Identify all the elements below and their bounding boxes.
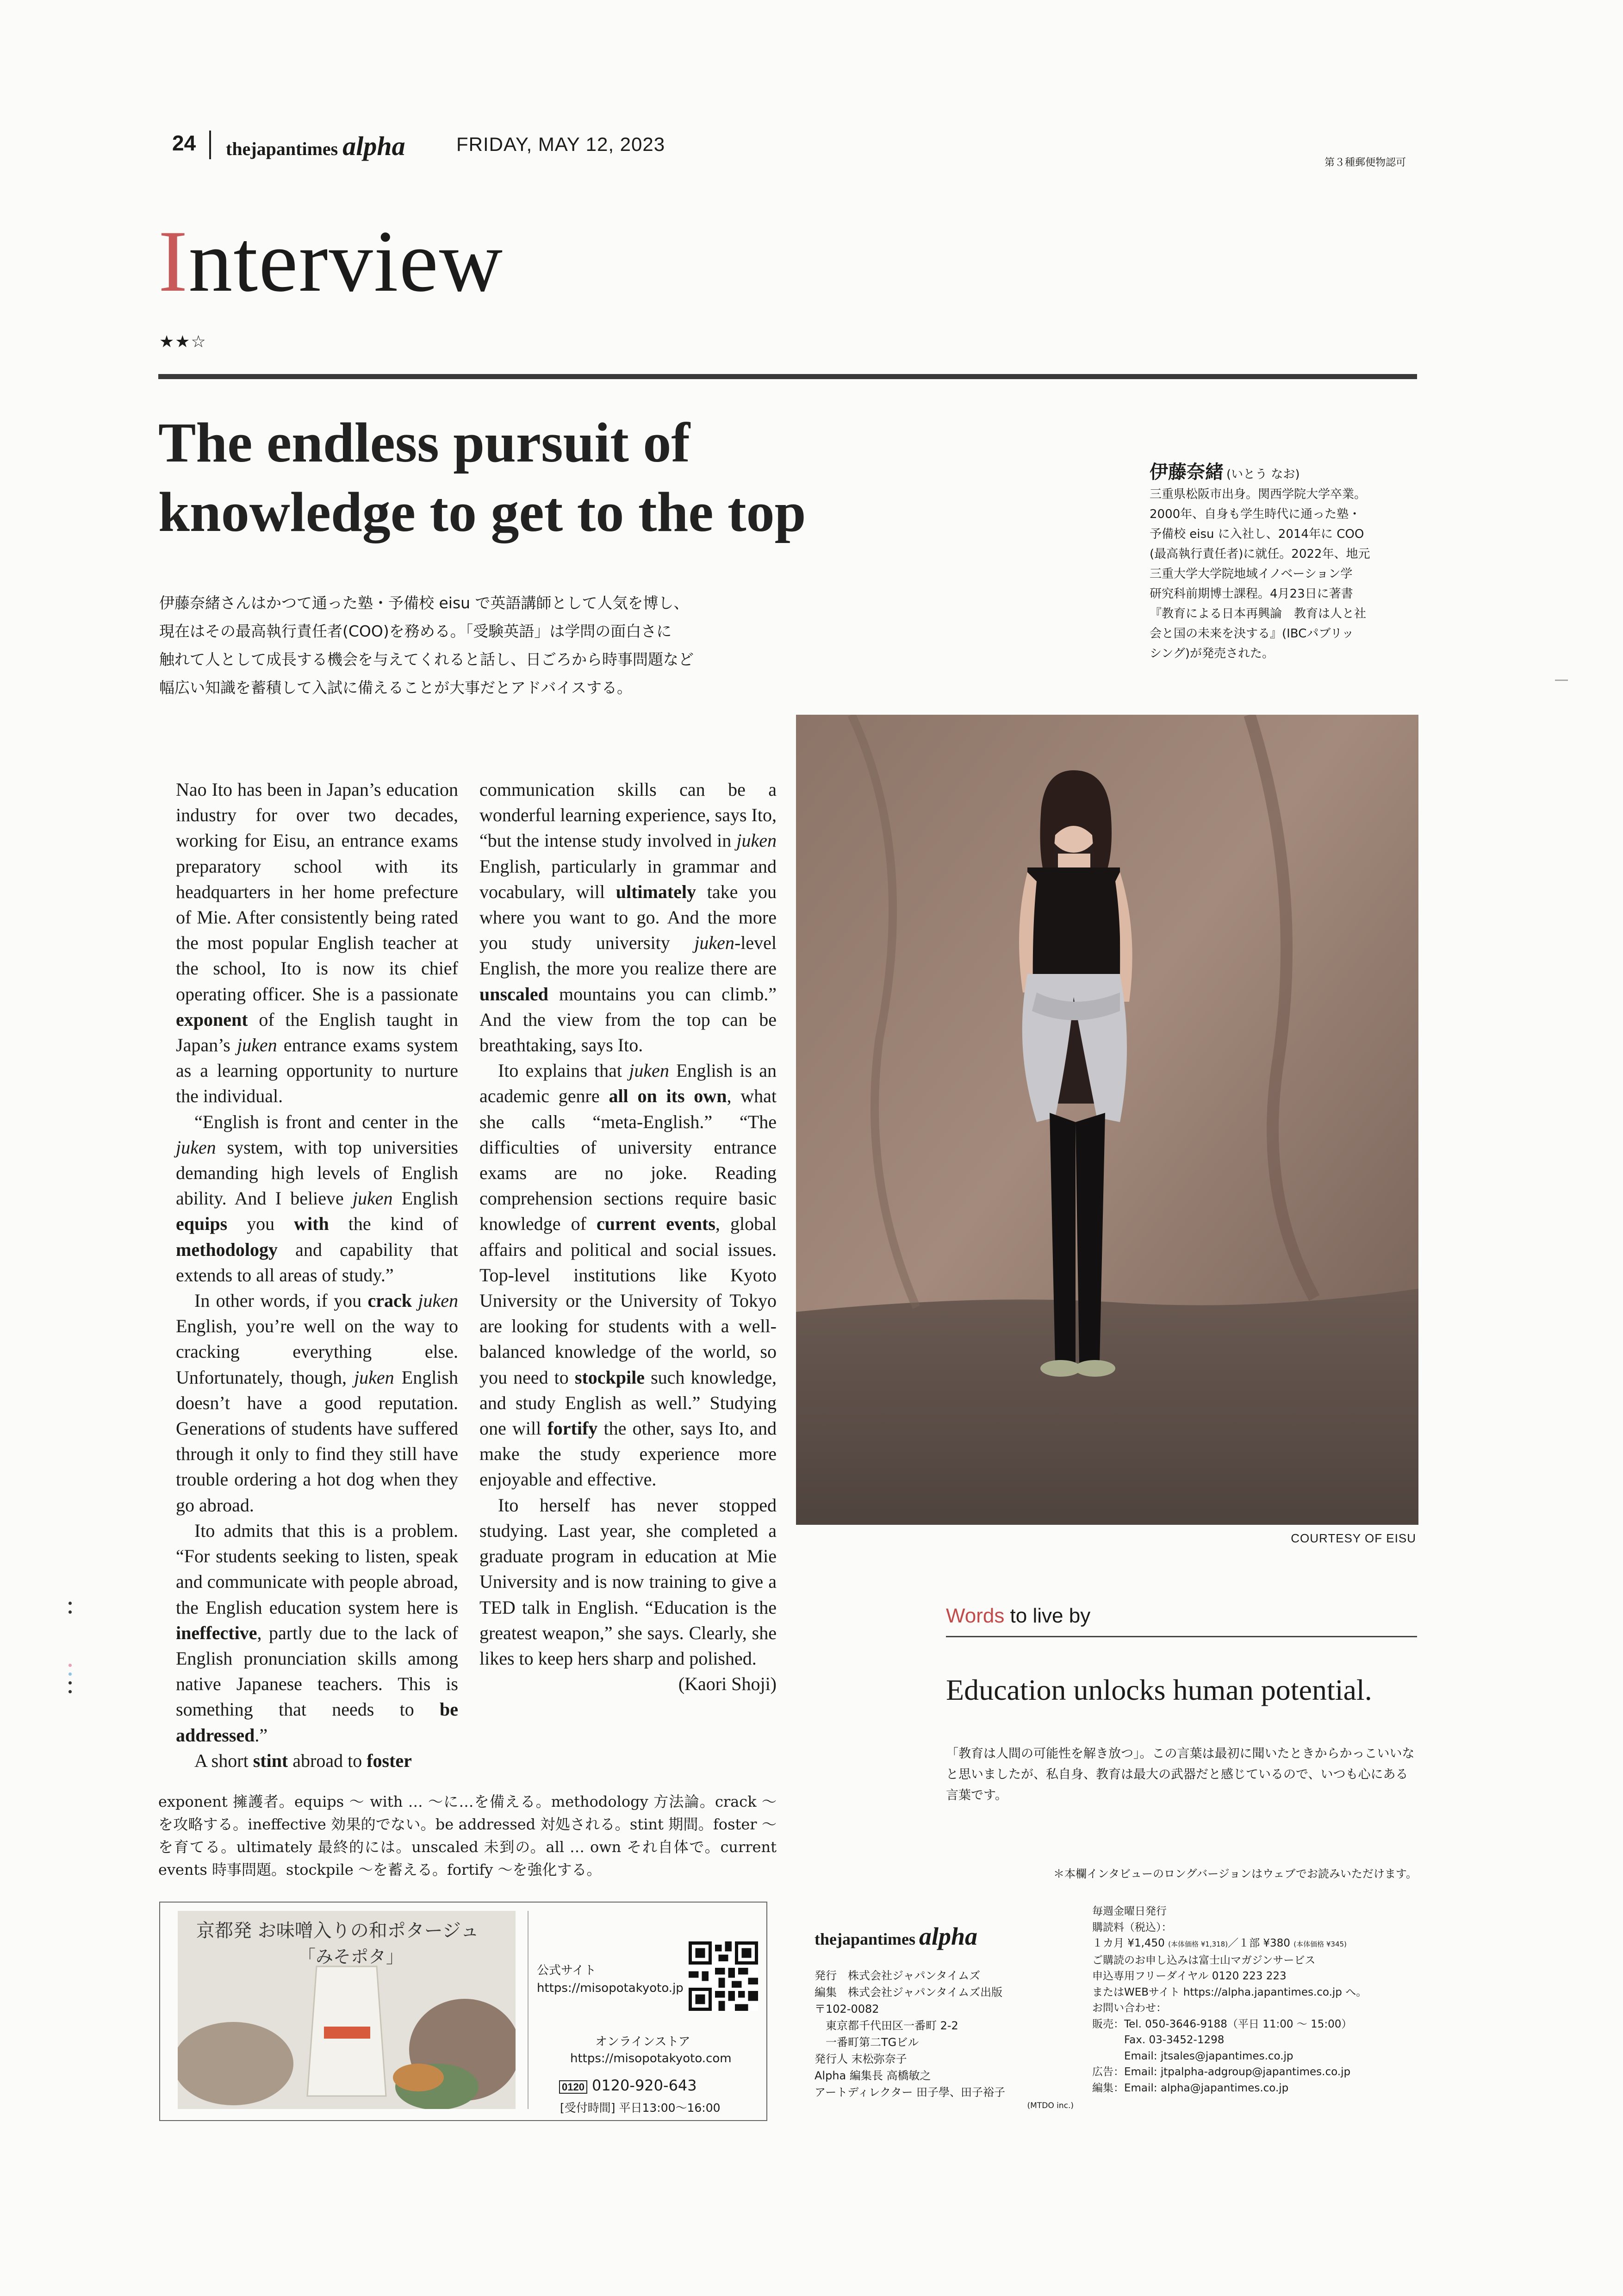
ad-store-label: オンラインストア <box>595 2035 690 2049</box>
subscription-line: ご購読のお申し込みは富士山マガジンサービス <box>1092 1954 1316 1966</box>
ad-hours: [受付時間] 平日13:00〜16:00 <box>560 2101 721 2115</box>
words-to-live-by-quote: Education unlocks human potential. <box>946 1673 1372 1706</box>
subscription-line: お問い合わせ： <box>1092 2002 1167 2014</box>
byline: (Kaori Shoji) <box>678 1673 777 1695</box>
profile-line: 研究科前期博士課程。4月23日に著書 <box>1150 587 1353 601</box>
qr-code-icon[interactable] <box>689 1941 758 2011</box>
subscription-line[interactable]: 編集：Email: alpha@japantimes.co.jp <box>1092 2082 1289 2094</box>
ad-site-label: 公式サイト <box>537 1964 597 1978</box>
section-first-letter: I <box>158 213 189 310</box>
glossary: exponent 擁護者。equips ～ with … ～に…を備える。methodology 方法論。crack ～を攻略する。ineffective 効果的でない。be addressed 対処される。stint 期間。foster ～を育てる。ultimately 最終的には。unscaled 未到の。all … own それ自体で。current events 時事問題。stockpile ～を蓄える。fortify ～を強化する。 <box>158 1793 777 1878</box>
publisher-line: 東京都千代田区一番町 2-2 <box>815 2019 958 2032</box>
brand-name: alpha <box>342 131 405 161</box>
page-number: 24 <box>172 131 196 155</box>
lead-paragraph <box>159 589 789 702</box>
publisher-info <box>815 1967 1074 2111</box>
ad-product-name: 「みそポタ」 <box>298 1947 404 1967</box>
words-to-live-by-rule <box>946 1636 1417 1637</box>
publisher-line: Alpha 編集長 高橋敏之 <box>815 2069 931 2082</box>
subscription-price: １カ月 ¥1,450 (本体価格 ¥1,318)／１部 ¥380 (本体価格 ¥345) <box>1092 1937 1347 1949</box>
registration-marks <box>68 1602 72 1619</box>
publisher-line: 〒102-0082 <box>815 2003 879 2015</box>
article-paragraph: communication skills can be a wonderful learning experience, says Ito, “but the intense study involved in juken English, particularly in grammar and vocabulary, will ultimately take you where you want to go. And the more you study university juken-level English, the more you realize there are unscaled mountains you can climb.” And the view from the top can be breathtaking, says Ito. <box>479 779 777 1056</box>
profile-name-reading: (いとう なお) <box>1226 468 1300 481</box>
subscription-line: 毎週金曜日発行 <box>1092 1905 1167 1917</box>
article-paragraph: A short stint abroad to foster <box>194 1750 412 1771</box>
words-to-live-by-label: Words to live by <box>946 1604 1091 1627</box>
color-registration-marks <box>68 1664 72 1699</box>
subscription-line: 購読料（税込）： <box>1092 1921 1172 1934</box>
headline-line-2: knowledge to get to the top <box>158 481 806 543</box>
header-brand <box>226 131 405 162</box>
publisher-line: 発行人 末松弥奈子 <box>815 2053 907 2065</box>
article-paragraph: Ito herself has never stopped studying. Last year, she completed a graduate program in education at Mie University and is now training to give a TED talk in English. “Education is the greatest weapon,” she says. Clearly, she likes to keep hers sharp and polished. <box>479 1494 777 1669</box>
publisher-line: 編集 株式会社ジャパンタイムズ出版 <box>815 1986 1003 1999</box>
header-divider <box>209 131 211 159</box>
publisher-credit: (MTDO inc.) <box>1027 2101 1074 2110</box>
subscription-line: Fax. 03-3452-1298 <box>1092 2034 1225 2046</box>
profile-line: シング)が発売された。 <box>1150 647 1274 661</box>
profile-line: 会と国の未来を決する』(IBCパブリッ <box>1150 627 1354 641</box>
subscription-info <box>1092 1903 1425 2096</box>
ad-store-link[interactable]: https://misopotakyoto.com <box>570 2052 732 2065</box>
article-paragraph: In other words, if you crack juken English, you’re well on the way to cracking everything else. Unfortunately, though, juken English doesn’t have a good reputation. Generations of students have suffered through it only to find they still have trouble ordering a hot dog when they go abroad. <box>176 1290 458 1516</box>
lead-line: 幅広い知識を蓄積して入試に備えることが大事だとアドバイスする。 <box>159 679 633 697</box>
issue-date: FRIDAY, MAY 12, 2023 <box>456 133 665 155</box>
lead-line: 触れて人として成長する機会を与えてくれると話し、日ごろから時事問題など <box>159 650 694 668</box>
article-paragraph: “English is front and center in the juken system, with top universities demanding high levels of English ability. And I believe juken English equips you with the kind of methodology and capability that extends to all areas of study.” <box>176 1111 458 1285</box>
publisher-line: 発行 株式会社ジャパンタイムズ <box>815 1969 981 1982</box>
ad-product-photo <box>178 1911 516 2109</box>
profile-line: 『教育による日本再興論 教育は人と社 <box>1150 607 1367 621</box>
ad-separator <box>528 1911 529 2109</box>
publisher-line: アートディレクター 田子學、田子裕子 <box>815 2086 1006 2099</box>
lead-line: 現在はその最高執行責任者(COO)を務める。「受験英語」は学問の面白さに <box>159 622 672 640</box>
article-paragraph: Ito admits that this is a problem. “For students seeking to listen, speak and communicate with people abroad, the English education system here is ineffective, partly due to the lack of English pronunciation skills among native Japanese teachers. This is something that needs to be addressed.” <box>176 1520 458 1746</box>
headline-line-1: The endless pursuit of <box>158 412 690 474</box>
article-paragraph: Nao Ito has been in Japan’s education industry for over two decades, working for Eisu, an entrance exams preparatory school with its headquarters in her home prefecture of Mie. After consistently being rated the most popular English teacher at the school, Ito is now its chief operating officer. She is a passionate exponent of the English taught in Japan’s juken entrance exams system as a learning opportunity to nurture the individual. <box>176 779 458 1107</box>
postal-permit: 第３種郵便物認可 <box>1325 157 1406 168</box>
edge-mark <box>1555 680 1568 681</box>
section-rule <box>158 374 1417 379</box>
section-rest: nterview <box>188 213 504 310</box>
article-column-2 <box>479 777 777 1697</box>
article-paragraph: Ito explains that juken English is an academic genre all on its own, what she calls “meta-English.” “The difficulties of university entrance exams are no joke. Reading comprehension sections require basic knowledge of current events, global affairs and political and social issues. Top-level institutions like Kyoto University or the University of Tokyo are looking for students with a well-balanced knowledge of the world, so you need to stockpile such knowledge, and study English as well.” Studying one will fortify the other, says Ito, and make the study experience more enjoyable and effective. <box>479 1060 777 1490</box>
section-title <box>158 213 504 310</box>
words-to-live-by-japanese: 「教育は人間の可能性を解き放つ」。この言葉は最初に聞いたときからかっこいいなと思いましたが、私自身、教育は最大の武器だと感じているので、いつも心にある言葉です。 <box>946 1747 1415 1803</box>
ad-phone: 0120 0120-920-643 <box>559 2077 697 2094</box>
portrait-photo <box>796 715 1418 1525</box>
level-stars: ★★☆ <box>159 332 207 351</box>
profile-line: 2000年、自身も学生時代に通った塾・ <box>1150 507 1361 521</box>
lead-line: 伊藤奈緒さんはかつて通った塾・予備校 eisu で英語講師として人気を博し、 <box>159 594 689 612</box>
profile-line: 三重県松阪市出身。関西学院大学卒業。 <box>1150 487 1367 501</box>
profile-line: 三重大学大学院地域イノベーション学 <box>1150 567 1353 581</box>
subscription-line: 販売：Tel. 050-3646-9188（平日 11:00 〜 15:00） <box>1092 2018 1352 2030</box>
free-dial-icon: 0120 <box>559 2080 587 2094</box>
photo-credit: COURTESY OF EISU <box>1291 1531 1416 1545</box>
ad-site-link[interactable]: https://misopotakyoto.jp <box>537 1981 684 1995</box>
subscription-line[interactable]: 広告：Email: jtpalpha-adgroup@japantimes.co.jp <box>1092 2066 1351 2078</box>
subscription-line[interactable]: またはWEBサイト https://alpha.japantimes.co.jp へ。 <box>1092 1986 1367 1998</box>
ad-headline: 京都発 お味噌入りの和ポタージュ <box>196 1920 479 1941</box>
profile-line: 予備校 eisu に入社し、2014年に COO <box>1150 527 1364 541</box>
web-note: ＊本欄インタビューのロングバージョンはウェブでお読みいただけます。 <box>1053 1867 1417 1880</box>
brand-prefix: thejapantimes <box>226 138 338 159</box>
profile-box <box>1150 462 1418 664</box>
subscription-line: 申込専用フリーダイヤル 0120 223 223 <box>1092 1970 1287 1982</box>
subscription-line[interactable]: Email: jtsales@japantimes.co.jp <box>1092 2050 1293 2062</box>
publisher-brand: thejapantimes alpha <box>815 1922 978 1950</box>
headline <box>158 408 954 547</box>
article-column-1 <box>176 777 458 1773</box>
publisher-line: 一番町第二TGビル <box>815 2036 919 2049</box>
profile-line: (最高執行責任者)に就任。2022年、地元 <box>1150 547 1370 561</box>
profile-name: 伊藤奈緒 <box>1150 461 1224 483</box>
